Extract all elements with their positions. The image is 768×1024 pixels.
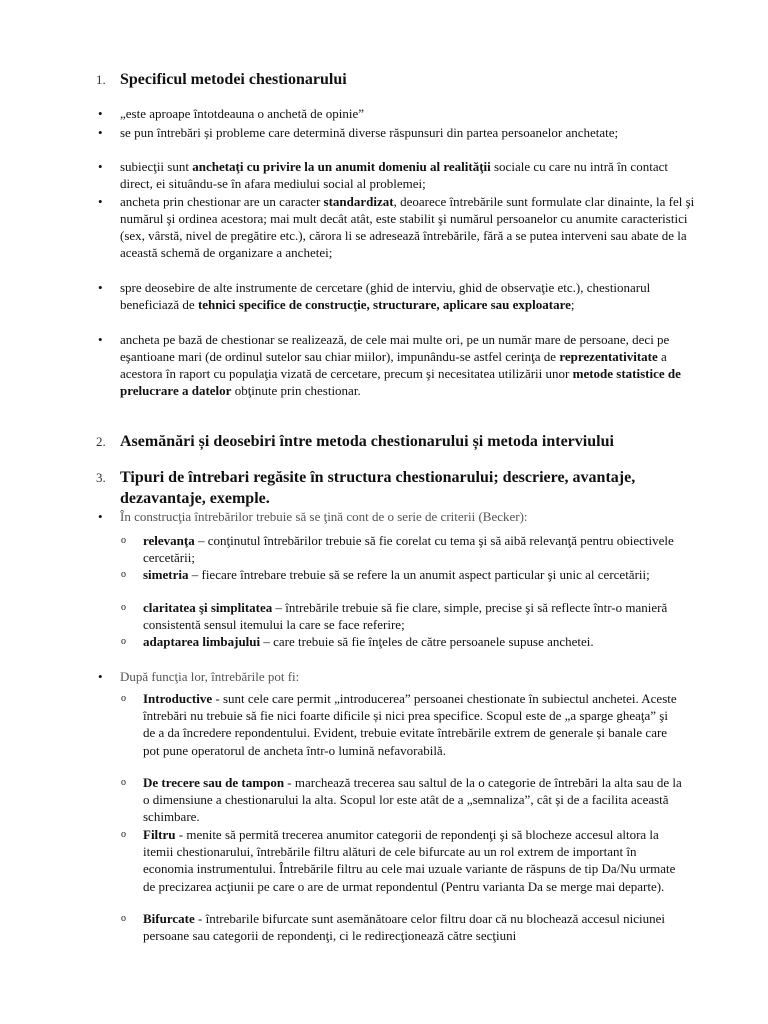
section-title: Tipuri de întrebari regăsite în structura chestionarului; descriere, avantaje, dezavantaje, exemple. <box>120 469 636 507</box>
bullet-icon: • <box>98 332 103 347</box>
circle-bullet-icon: o <box>121 569 126 580</box>
sub-bullet-item: o Introductive - sunt cele care permit „introducerea” persoanei chestionate în subiectul anchetei. Aceste întrebări nu trebuie să fie nici foarte dificile și nici prea specifice. Scopul este de „a sparge gheaţa” şi de a da încredere repondentului. Evident, trebuie evitate întrebările extrem de generale și banale care pot pune operatorul de ancheta într-o lumină nefavorabilă. <box>121 691 677 758</box>
sub-bullet-item: o Filtru - menite să permită trecerea anumitor categorii de repondenţi şi să blocheze accesul altora la itemii chestionarului, întrebările filtru alături de cele bifurcate au un rol extrem de important în economia instrumentului. Întrebările filtru au cele mai uzuale variante de răspuns de tip Da/Nu urmate de precizarea acţiunii pe care o are de urmat repondentul (Pentru varianta Da se merge mai departe). <box>121 827 676 894</box>
circle-bullet-icon: o <box>121 535 126 546</box>
bullet-item: • spre deosebire de alte instrumente de cercetare (ghid de interviu, ghid de observaţie etc.), chestionarul beneficiază de tehnici specifice de construcţie, structurare, aplicare sau exploatare; <box>98 280 651 312</box>
bullet-icon: • <box>98 280 103 295</box>
bullet-item: • ancheta pe bază de chestionar se realizează, de cele mai multe ori, pe un număr mare de persoane, deci pe eşantioane mari (de ordinul sutelor sau chiar miilor), impunându-se astfel cerinţa de reprezentativitate a acestora în raport cu populaţia vizată de cercetare, precum şi necesitatea utilizării unor metode statistice de prelucrare a datelor obţinute prin chestionar. <box>98 332 681 398</box>
bullet-icon: • <box>98 106 103 121</box>
bullet-item: • ancheta prin chestionar are un caracter standardizat, deoarece întrebările sunt formulate clar dinainte, la fel şi numărul şi ordinea acestora; mai mult decât atât, este stabilit şi numărul persoanelor cu anumite caracteristici (sex, vârstă, nivel de pregătire etc.), cărora li se adresează întrebările, fără a se putea interveni sau abate de la această schemă de organizare a anchetei; <box>98 194 695 260</box>
circle-bullet-icon: o <box>121 829 126 840</box>
sub-bullet-item: o claritatea şi simplitatea – întrebările trebuie să fie clare, simple, precise şi să reflecte într-o manieră consistentă sensul itemului la care se face referire; <box>121 600 668 633</box>
section-title: Asemănări și deosebiri între metoda chestionarului și metoda interviului <box>120 433 614 450</box>
section-number: 2. <box>96 434 106 449</box>
bullet-item: • După funcţia lor, întrebările pot fi: <box>98 669 300 684</box>
sub-bullet-item: o De trecere sau de tampon - marchează trecerea sau saltul de la o categorie de întrebări la alta sau de la o dimensiune a chestionarului la alta. Scopul lor este atât de a „semnaliza”, cât și de a facilita această schimbare. <box>121 775 682 825</box>
circle-bullet-icon: o <box>121 602 126 613</box>
sub-bullet-item: o Bifurcate - întrebarile bifurcate sunt asemănătoare celor filtru doar că nu blochează accesul niciunei persoane sau categorii de repondenţi, ci le redirecţionează către secţiuni <box>121 911 666 944</box>
sub-bullet-item: o simetria – fiecare întrebare trebuie să se refere la un anumit aspect particular şi unic al cercetării; <box>121 567 650 582</box>
section-title: Specificul metodei chestionarului <box>120 71 347 88</box>
circle-bullet-icon: o <box>121 777 126 788</box>
bullet-item: • subiecţii sunt anchetaţi cu privire la un anumit domeniu al realităţii sociale cu care nu intră în contact direct, ei situându-se în afara mediului social al problemei; <box>98 159 668 191</box>
sub-bullet-item: o adaptarea limbajului – care trebuie să fie înţeles de către persoanele supuse anchetei. <box>121 634 594 649</box>
bullet-icon: • <box>98 669 103 684</box>
bullet-icon: • <box>98 159 103 174</box>
section-number: 3. <box>96 470 106 485</box>
bullet-item: • se pun întrebări și probleme care determină diverse răspunsuri din partea persoanelor anchetate; <box>98 125 619 140</box>
sub-bullet-item: o relevanţa – conţinutul întrebărilor trebuie să fie corelat cu tema şi să aibă relevanţă pentru obiectivele cercetării; <box>121 533 674 566</box>
bullet-icon: • <box>98 509 103 524</box>
section-number: 1. <box>96 72 106 87</box>
circle-bullet-icon: o <box>121 636 126 647</box>
circle-bullet-icon: o <box>121 693 126 704</box>
bullet-item: • „este aproape întotdeauna o anchetă de opinie” <box>98 106 364 121</box>
bullet-item: • În construcţia întrebărilor trebuie să se ţină cont de o serie de criterii (Becker): <box>98 509 528 524</box>
bullet-icon: • <box>98 194 103 209</box>
bullet-icon: • <box>98 125 103 140</box>
circle-bullet-icon: o <box>121 913 126 924</box>
